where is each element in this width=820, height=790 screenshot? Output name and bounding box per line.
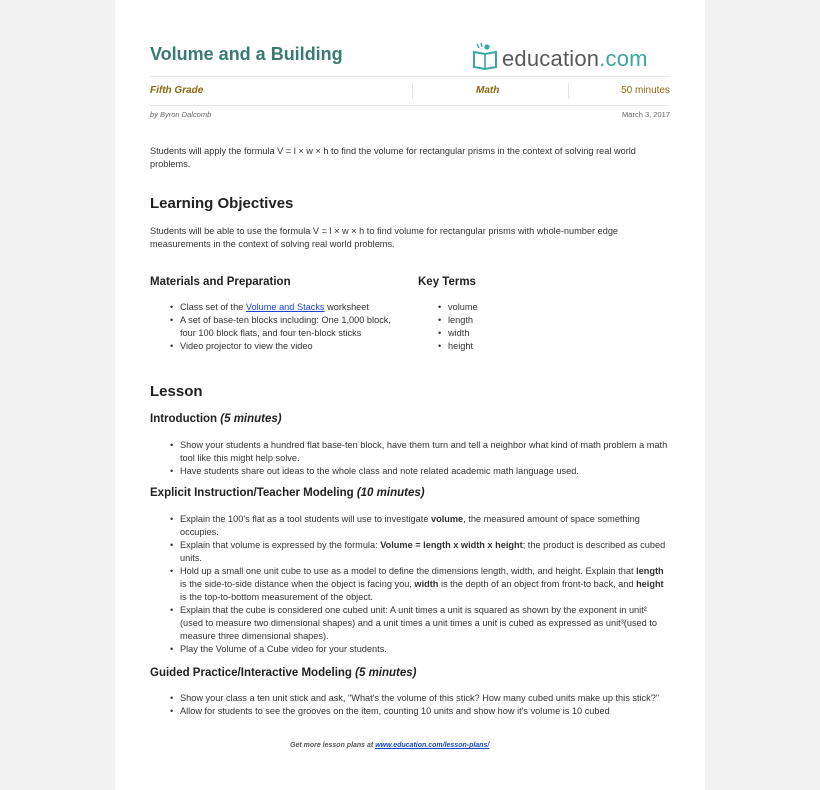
introduction-heading bbox=[150, 413, 282, 425]
section-time: (10 minutes) bbox=[356, 487, 425, 499]
logo-text-dot: .com bbox=[599, 46, 648, 71]
list-item bbox=[150, 539, 670, 565]
list-item: • length bbox=[418, 314, 618, 327]
subject-label: Math bbox=[476, 85, 500, 96]
guided-practice-heading bbox=[150, 667, 417, 679]
materials-item-prefix: Class set of the bbox=[180, 302, 246, 312]
list-item bbox=[150, 565, 670, 604]
list-item: • Play the Volume of a Cube video for your students. bbox=[150, 643, 670, 656]
author-byline: by Byron Dalcomb bbox=[150, 110, 212, 119]
materials-heading: Materials and Preparation bbox=[150, 276, 291, 288]
list-item: • width bbox=[418, 327, 618, 340]
text-run: Explain that volume is expressed by the formula: bbox=[180, 540, 381, 550]
bold-term: Volume = length x width x height bbox=[380, 540, 523, 550]
bold-term: width bbox=[414, 579, 439, 589]
section-title: Introduction bbox=[150, 413, 218, 425]
divider bbox=[412, 83, 413, 99]
list-item: • height bbox=[418, 340, 618, 353]
list-item: • Video projector to view the video bbox=[150, 340, 400, 353]
page-title: Volume and a Building bbox=[150, 44, 343, 64]
book-reader-icon bbox=[470, 42, 500, 72]
text-run: is the depth of an object from front-to back, and bbox=[438, 579, 637, 589]
materials-list bbox=[150, 301, 400, 353]
text-run: , the measured amount of space something occupies. bbox=[180, 514, 640, 537]
introduction-list bbox=[150, 439, 670, 478]
worksheet-link[interactable]: Volume and Stacks bbox=[245, 302, 325, 312]
meta-row bbox=[150, 76, 670, 106]
key-terms-heading: Key Terms bbox=[418, 276, 476, 288]
bold-term: height bbox=[636, 579, 664, 589]
explicit-instruction-heading bbox=[150, 487, 425, 499]
section-title: Guided Practice/Interactive Modeling bbox=[150, 667, 352, 679]
intro-paragraph: Students will apply the formula V = l × w × h to find the volume for rectangular prisms in the context of solving real world problems. bbox=[150, 146, 636, 169]
document-page bbox=[115, 0, 705, 790]
learning-objectives-heading: Learning Objectives bbox=[150, 195, 294, 212]
list-item: • A set of base-ten blocks including: One 1,000 block, four 100 block flats, and four ten-block sticks bbox=[150, 314, 400, 340]
text-run: Hold up a small one unit cube to use as a model to define the dimensions length, width, and height. Explain that bbox=[180, 566, 637, 576]
text-run: is the top-to-bottom measurement of the object. bbox=[180, 592, 374, 602]
section-title: Explicit Instruction/Teacher Modeling bbox=[150, 487, 354, 499]
section-time: (5 minutes) bbox=[355, 667, 417, 679]
section-time: (5 minutes) bbox=[220, 413, 282, 425]
explicit-instruction-list bbox=[150, 513, 670, 656]
bold-term: volume bbox=[430, 514, 464, 524]
footer-link[interactable]: www.education.com/lesson-plans/ bbox=[375, 742, 490, 749]
list-item: • Have students share out ideas to the whole class and note related academic math language used. bbox=[150, 465, 670, 478]
text-run: Explain the 100's flat as a tool students will use to investigate bbox=[180, 514, 431, 524]
logo-text-main: education bbox=[502, 46, 600, 71]
list-item: • Show your class a ten unit stick and ask, "What's the volume of this stick? How many cubed units make up this stick?" bbox=[150, 692, 670, 705]
duration-label: 50 minutes bbox=[621, 85, 670, 96]
publish-date: March 3, 2017 bbox=[622, 110, 670, 119]
grade-label: Fifth Grade bbox=[150, 85, 204, 96]
list-item bbox=[150, 513, 670, 539]
text-run: ; the product is described as cubed units. bbox=[180, 540, 666, 563]
footer-note bbox=[290, 742, 489, 749]
list-item: • Explain that the cube is considered one cubed unit: A unit times a unit is squared as shown by the exponent in unit² (used to measure two dimensional shapes) and a unit times a unit times a unit is cubed as expressed as unit³(used to measure three dimensional shapes). bbox=[150, 604, 670, 643]
key-terms-list bbox=[418, 301, 618, 353]
list-item bbox=[150, 301, 400, 314]
lesson-heading: Lesson bbox=[150, 383, 203, 400]
divider bbox=[568, 83, 569, 99]
education-logo bbox=[470, 40, 670, 74]
learning-objectives-text: Students will be able to use the formula V = l × w × h to find volume for rectangular prisms with whole-number edge measurements in the context of solving real world problems. bbox=[150, 226, 619, 249]
bold-term: length bbox=[636, 566, 664, 576]
logo-wordmark bbox=[502, 46, 648, 72]
footer-prefix: Get more lesson plans at bbox=[290, 742, 376, 749]
list-item: • Show your students a hundred flat base-ten block, have them turn and tell a neighbor what kind of math problem a math tool like this might help solve. bbox=[150, 439, 670, 465]
guided-practice-list bbox=[150, 692, 670, 718]
text-run: is the side-to-side distance when the object is facing you, bbox=[180, 579, 415, 589]
list-item: • volume bbox=[418, 301, 618, 314]
list-item: • Allow for students to see the grooves on the item, counting 10 units and show how it's volume is 10 cubed bbox=[150, 705, 670, 718]
materials-item-suffix: worksheet bbox=[324, 302, 369, 312]
